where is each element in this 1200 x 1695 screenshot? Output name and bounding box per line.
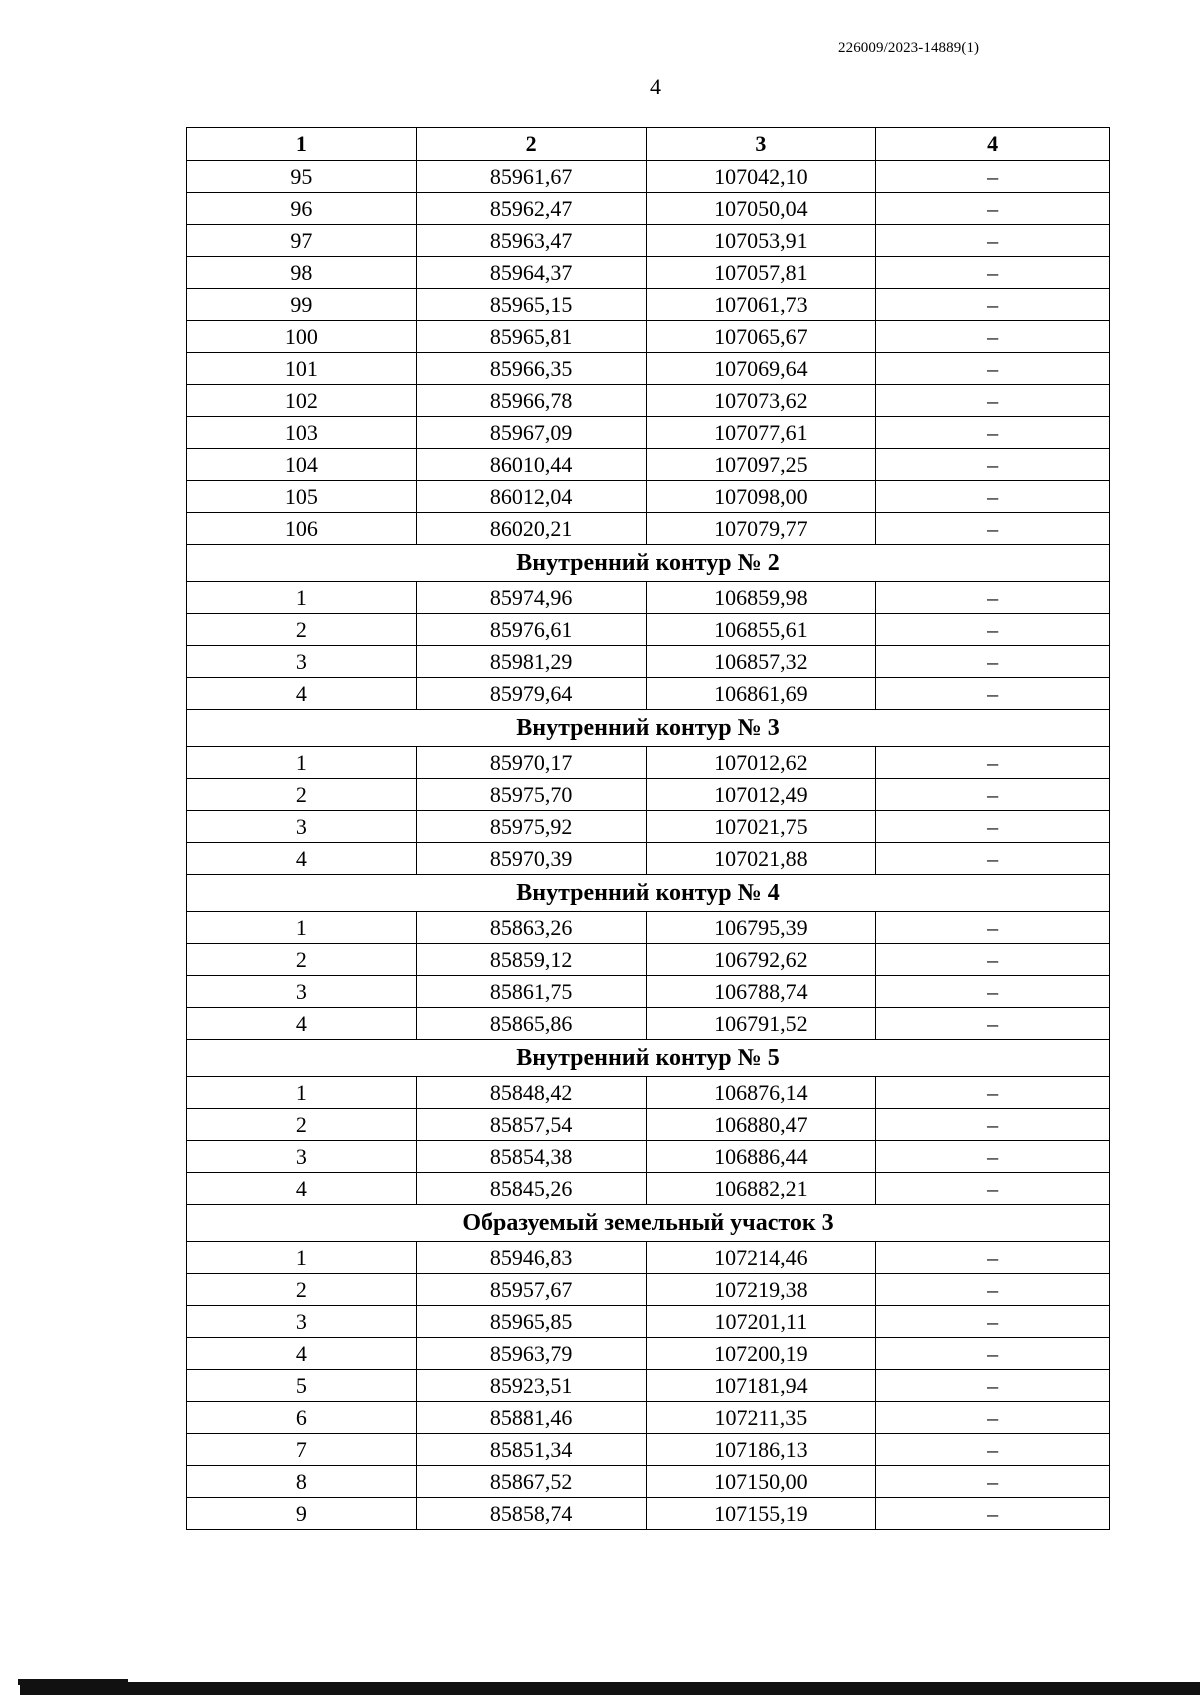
x-coordinate-cell: 85946,83 xyxy=(416,1242,646,1274)
table-row xyxy=(187,811,1110,843)
x-coordinate-cell: 85965,85 xyxy=(416,1306,646,1338)
point-number-cell: 2 xyxy=(187,944,417,976)
y-coordinate-cell: 106882,21 xyxy=(646,1173,876,1205)
point-number-cell: 3 xyxy=(187,646,417,678)
x-coordinate-cell: 85966,35 xyxy=(416,353,646,385)
note-cell: – xyxy=(876,646,1110,678)
y-coordinate-cell: 107057,81 xyxy=(646,257,876,289)
table-row xyxy=(187,582,1110,614)
point-number-cell: 105 xyxy=(187,481,417,513)
point-number-cell: 106 xyxy=(187,513,417,545)
table-row xyxy=(187,1109,1110,1141)
table-row xyxy=(187,1370,1110,1402)
table-row xyxy=(187,1008,1110,1040)
y-coordinate-cell: 107211,35 xyxy=(646,1402,876,1434)
x-coordinate-cell: 85859,12 xyxy=(416,944,646,976)
note-cell: – xyxy=(876,257,1110,289)
x-coordinate-cell: 85858,74 xyxy=(416,1498,646,1530)
point-number-cell: 104 xyxy=(187,449,417,481)
table-row xyxy=(187,1338,1110,1370)
note-cell: – xyxy=(876,225,1110,257)
point-number-cell: 1 xyxy=(187,747,417,779)
table-row xyxy=(187,614,1110,646)
x-coordinate-cell: 85975,70 xyxy=(416,779,646,811)
table-row xyxy=(187,193,1110,225)
point-number-cell: 100 xyxy=(187,321,417,353)
y-coordinate-cell: 107219,38 xyxy=(646,1274,876,1306)
y-coordinate-cell: 106855,61 xyxy=(646,614,876,646)
section-title: Внутренний контур № 5 xyxy=(187,1040,1110,1077)
point-number-cell: 3 xyxy=(187,1141,417,1173)
table-row xyxy=(187,289,1110,321)
section-title: Внутренний контур № 2 xyxy=(187,545,1110,582)
note-cell: – xyxy=(876,1109,1110,1141)
point-number-cell: 2 xyxy=(187,1109,417,1141)
y-coordinate-cell: 107069,64 xyxy=(646,353,876,385)
y-coordinate-cell: 107065,67 xyxy=(646,321,876,353)
table-row xyxy=(187,1402,1110,1434)
header-cell: 2 xyxy=(416,128,646,161)
y-coordinate-cell: 107097,25 xyxy=(646,449,876,481)
section-title: Образуемый земельный участок 3 xyxy=(187,1205,1110,1242)
point-number-cell: 95 xyxy=(187,161,417,193)
point-number-cell: 103 xyxy=(187,417,417,449)
y-coordinate-cell: 107021,88 xyxy=(646,843,876,875)
note-cell: – xyxy=(876,289,1110,321)
table-row xyxy=(187,779,1110,811)
note-cell: – xyxy=(876,976,1110,1008)
note-cell: – xyxy=(876,1306,1110,1338)
table-row xyxy=(187,449,1110,481)
x-coordinate-cell: 86010,44 xyxy=(416,449,646,481)
x-coordinate-cell: 85923,51 xyxy=(416,1370,646,1402)
point-number-cell: 4 xyxy=(187,1173,417,1205)
y-coordinate-cell: 107098,00 xyxy=(646,481,876,513)
note-cell: – xyxy=(876,779,1110,811)
y-coordinate-cell: 106788,74 xyxy=(646,976,876,1008)
y-coordinate-cell: 106792,62 xyxy=(646,944,876,976)
y-coordinate-cell: 107155,19 xyxy=(646,1498,876,1530)
table-row xyxy=(187,481,1110,513)
point-number-cell: 98 xyxy=(187,257,417,289)
point-number-cell: 4 xyxy=(187,843,417,875)
note-cell: – xyxy=(876,1370,1110,1402)
note-cell: – xyxy=(876,1274,1110,1306)
x-coordinate-cell: 85981,29 xyxy=(416,646,646,678)
scan-edge-bar xyxy=(20,1682,1200,1695)
table-row xyxy=(187,385,1110,417)
y-coordinate-cell: 106876,14 xyxy=(646,1077,876,1109)
point-number-cell: 1 xyxy=(187,1242,417,1274)
table-row xyxy=(187,1306,1110,1338)
table-row xyxy=(187,513,1110,545)
y-coordinate-cell: 107050,04 xyxy=(646,193,876,225)
x-coordinate-cell: 85963,47 xyxy=(416,225,646,257)
note-cell: – xyxy=(876,449,1110,481)
x-coordinate-cell: 85854,38 xyxy=(416,1141,646,1173)
document-reference: 226009/2023-14889(1) xyxy=(838,40,980,56)
table-row xyxy=(187,1466,1110,1498)
x-coordinate-cell: 85957,67 xyxy=(416,1274,646,1306)
point-number-cell: 8 xyxy=(187,1466,417,1498)
note-cell: – xyxy=(876,385,1110,417)
coordinates-table xyxy=(186,127,1110,1530)
note-cell: – xyxy=(876,321,1110,353)
point-number-cell: 5 xyxy=(187,1370,417,1402)
note-cell: – xyxy=(876,1173,1110,1205)
y-coordinate-cell: 107181,94 xyxy=(646,1370,876,1402)
table-row xyxy=(187,1274,1110,1306)
x-coordinate-cell: 86012,04 xyxy=(416,481,646,513)
note-cell: – xyxy=(876,1498,1110,1530)
table-row xyxy=(187,747,1110,779)
note-cell: – xyxy=(876,353,1110,385)
note-cell: – xyxy=(876,193,1110,225)
table-row xyxy=(187,678,1110,710)
x-coordinate-cell: 85863,26 xyxy=(416,912,646,944)
x-coordinate-cell: 85974,96 xyxy=(416,582,646,614)
note-cell: – xyxy=(876,582,1110,614)
table-row xyxy=(187,1498,1110,1530)
y-coordinate-cell: 106795,39 xyxy=(646,912,876,944)
y-coordinate-cell: 107012,62 xyxy=(646,747,876,779)
note-cell: – xyxy=(876,161,1110,193)
y-coordinate-cell: 106791,52 xyxy=(646,1008,876,1040)
table-row xyxy=(187,1242,1110,1274)
point-number-cell: 4 xyxy=(187,1008,417,1040)
point-number-cell: 3 xyxy=(187,811,417,843)
note-cell: – xyxy=(876,1008,1110,1040)
point-number-cell: 99 xyxy=(187,289,417,321)
table-row xyxy=(187,843,1110,875)
point-number-cell: 1 xyxy=(187,582,417,614)
x-coordinate-cell: 85961,67 xyxy=(416,161,646,193)
note-cell: – xyxy=(876,1242,1110,1274)
x-coordinate-cell: 85962,47 xyxy=(416,193,646,225)
table-row xyxy=(187,353,1110,385)
y-coordinate-cell: 106886,44 xyxy=(646,1141,876,1173)
x-coordinate-cell: 85851,34 xyxy=(416,1434,646,1466)
point-number-cell: 102 xyxy=(187,385,417,417)
x-coordinate-cell: 85966,78 xyxy=(416,385,646,417)
y-coordinate-cell: 107214,46 xyxy=(646,1242,876,1274)
table-row xyxy=(187,944,1110,976)
note-cell: – xyxy=(876,912,1110,944)
note-cell: – xyxy=(876,1338,1110,1370)
x-coordinate-cell: 85970,39 xyxy=(416,843,646,875)
table-row xyxy=(187,1173,1110,1205)
note-cell: – xyxy=(876,811,1110,843)
point-number-cell: 7 xyxy=(187,1434,417,1466)
y-coordinate-cell: 107150,00 xyxy=(646,1466,876,1498)
table-body xyxy=(187,161,1110,1530)
x-coordinate-cell: 85845,26 xyxy=(416,1173,646,1205)
x-coordinate-cell: 85881,46 xyxy=(416,1402,646,1434)
x-coordinate-cell: 85976,61 xyxy=(416,614,646,646)
x-coordinate-cell: 85857,54 xyxy=(416,1109,646,1141)
note-cell: – xyxy=(876,1402,1110,1434)
x-coordinate-cell: 85970,17 xyxy=(416,747,646,779)
point-number-cell: 2 xyxy=(187,1274,417,1306)
x-coordinate-cell: 85865,86 xyxy=(416,1008,646,1040)
x-coordinate-cell: 85965,15 xyxy=(416,289,646,321)
section-header-row xyxy=(187,1205,1110,1242)
x-coordinate-cell: 85867,52 xyxy=(416,1466,646,1498)
table-row xyxy=(187,161,1110,193)
y-coordinate-cell: 107073,62 xyxy=(646,385,876,417)
note-cell: – xyxy=(876,614,1110,646)
y-coordinate-cell: 107186,13 xyxy=(646,1434,876,1466)
point-number-cell: 3 xyxy=(187,1306,417,1338)
y-coordinate-cell: 106880,47 xyxy=(646,1109,876,1141)
table-row xyxy=(187,417,1110,449)
point-number-cell: 1 xyxy=(187,912,417,944)
x-coordinate-cell: 85979,64 xyxy=(416,678,646,710)
section-header-row xyxy=(187,1040,1110,1077)
note-cell: – xyxy=(876,747,1110,779)
table-row xyxy=(187,1077,1110,1109)
table-row xyxy=(187,257,1110,289)
x-coordinate-cell: 85975,92 xyxy=(416,811,646,843)
note-cell: – xyxy=(876,944,1110,976)
table-row xyxy=(187,912,1110,944)
note-cell: – xyxy=(876,481,1110,513)
x-coordinate-cell: 86020,21 xyxy=(416,513,646,545)
y-coordinate-cell: 107061,73 xyxy=(646,289,876,321)
x-coordinate-cell: 85965,81 xyxy=(416,321,646,353)
y-coordinate-cell: 107201,11 xyxy=(646,1306,876,1338)
point-number-cell: 4 xyxy=(187,678,417,710)
table-header-row xyxy=(187,128,1110,161)
point-number-cell: 2 xyxy=(187,779,417,811)
point-number-cell: 2 xyxy=(187,614,417,646)
y-coordinate-cell: 107042,10 xyxy=(646,161,876,193)
x-coordinate-cell: 85861,75 xyxy=(416,976,646,1008)
y-coordinate-cell: 106859,98 xyxy=(646,582,876,614)
point-number-cell: 96 xyxy=(187,193,417,225)
note-cell: – xyxy=(876,843,1110,875)
x-coordinate-cell: 85967,09 xyxy=(416,417,646,449)
header-cell: 4 xyxy=(876,128,1110,161)
note-cell: – xyxy=(876,1077,1110,1109)
x-coordinate-cell: 85963,79 xyxy=(416,1338,646,1370)
point-number-cell: 9 xyxy=(187,1498,417,1530)
note-cell: – xyxy=(876,417,1110,449)
header-cell: 1 xyxy=(187,128,417,161)
table-row xyxy=(187,976,1110,1008)
section-header-row xyxy=(187,545,1110,582)
table-row xyxy=(187,1434,1110,1466)
page-number: 4 xyxy=(650,74,661,99)
y-coordinate-cell: 107012,49 xyxy=(646,779,876,811)
section-title: Внутренний контур № 3 xyxy=(187,710,1110,747)
y-coordinate-cell: 106861,69 xyxy=(646,678,876,710)
note-cell: – xyxy=(876,513,1110,545)
note-cell: – xyxy=(876,1141,1110,1173)
x-coordinate-cell: 85848,42 xyxy=(416,1077,646,1109)
table-row xyxy=(187,1141,1110,1173)
table-row xyxy=(187,646,1110,678)
header-cell: 3 xyxy=(646,128,876,161)
note-cell: – xyxy=(876,1434,1110,1466)
y-coordinate-cell: 106857,32 xyxy=(646,646,876,678)
y-coordinate-cell: 107053,91 xyxy=(646,225,876,257)
note-cell: – xyxy=(876,1466,1110,1498)
section-header-row xyxy=(187,710,1110,747)
y-coordinate-cell: 107077,61 xyxy=(646,417,876,449)
table-row xyxy=(187,225,1110,257)
y-coordinate-cell: 107079,77 xyxy=(646,513,876,545)
section-header-row xyxy=(187,875,1110,912)
point-number-cell: 97 xyxy=(187,225,417,257)
x-coordinate-cell: 85964,37 xyxy=(416,257,646,289)
note-cell: – xyxy=(876,678,1110,710)
y-coordinate-cell: 107200,19 xyxy=(646,1338,876,1370)
point-number-cell: 3 xyxy=(187,976,417,1008)
point-number-cell: 6 xyxy=(187,1402,417,1434)
point-number-cell: 101 xyxy=(187,353,417,385)
section-title: Внутренний контур № 4 xyxy=(187,875,1110,912)
table-row xyxy=(187,321,1110,353)
point-number-cell: 4 xyxy=(187,1338,417,1370)
point-number-cell: 1 xyxy=(187,1077,417,1109)
y-coordinate-cell: 107021,75 xyxy=(646,811,876,843)
